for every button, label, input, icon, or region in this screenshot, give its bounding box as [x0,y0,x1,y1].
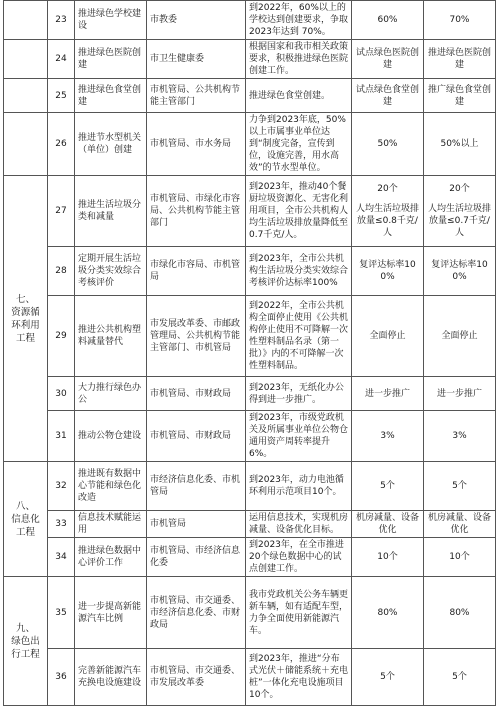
target-2022: 5个 [352,462,424,511]
table-row [4,462,496,511]
target-2023: 10个 [424,538,496,577]
target-2023 [424,176,496,247]
row-number: 28 [48,247,75,296]
target-2023: 机房减量、设备优化 [424,511,496,538]
category-cat7 [4,176,48,462]
goal-description: 推进绿色食堂创建。 [246,79,352,113]
responsible-departments: 市机管局、市交通委、市经济信息化委、市财政局 [147,577,246,649]
target-2023: 5个 [424,462,496,511]
table-row [4,247,496,296]
goal-description: 到2023年，在全市推进20个绿色数据中心的试点创建工作。 [246,538,352,577]
category-cat7-line1: 资源循 [11,306,40,318]
task-name: 推进公共机构塑料减量替代 [75,296,147,377]
project-table [3,0,496,706]
category-cat7-line2: 环利用 [11,319,40,331]
task-name: 推进节水型机关（单位）创建 [75,113,147,176]
target-2023: 全面停止 [424,296,496,377]
category-cat8-title: 八、 [15,500,35,512]
row-number: 25 [48,79,75,113]
category-cell [4,113,48,176]
category-cat9-line2: 行工程 [11,648,40,660]
target-2022: 复评达标率100% [352,247,424,296]
goal-description: 到2023年，动力电池循环利用示范项目10个。 [246,462,352,511]
row-number: 24 [48,40,75,79]
table-row [4,296,496,377]
target-2023: 50%以上 [424,113,496,176]
category-cat9-line1: 绿色出 [11,635,40,647]
category-cat8 [4,462,48,577]
task-name: 推动公物仓建设 [75,411,147,462]
table-row [4,577,496,649]
category-cat7-line3: 工程 [15,332,35,344]
goal-description: 到2023年，推动40个餐厨垃圾资源化、无害化利用项目，全市公共机构人均生活垃圾排放量降低至0.7千克/人。 [246,176,352,247]
category-cat8-line2: 工程 [15,526,35,538]
task-name: 推进绿色数据中心评价工作 [75,538,147,577]
responsible-departments: 市卫生健康委 [147,40,246,79]
task-name: 进一步提高新能源汽车比例 [75,577,147,649]
target-2022: 试点绿色医院创建 [352,40,424,79]
target-2022: 60% [352,1,424,40]
category-cat8-line1: 信息化 [11,513,40,525]
target-2022: 全面停止 [352,296,424,377]
category-cell [4,40,48,79]
row-number: 36 [48,649,75,706]
task-name: 推进生活垃圾分类和减量 [75,176,147,247]
target-2022-line: 人均生活垃圾排放量≤0.8千克/人 [355,204,419,238]
row-number: 29 [48,296,75,377]
table-row [4,649,496,706]
row-number: 34 [48,538,75,577]
responsible-departments: 市机管局、市财政局 [147,377,246,411]
target-2022: 机房减量、设备优化 [352,511,424,538]
task-name: 推进既有数据中心节能和绿色化改造 [75,462,147,511]
target-2022: 80% [352,577,424,649]
target-2023: 推广绿色食堂创建 [424,79,496,113]
table-row [4,40,496,79]
goal-description: 我市党政机关公务车辆更新车辆，如有适配车型，力争全面使用新能源汽车。 [246,577,352,649]
target-2022 [352,176,424,247]
table-row [4,79,496,113]
responsible-departments: 市机管局、市财政局 [147,411,246,462]
goal-description: 到2023年，全市公共机构生活垃圾分类实效综合考核评价达标率100% [246,247,352,296]
target-2023-line: 人均生活垃圾排放量≤0.7千克/人 [427,204,491,238]
goal-description: 根据国家和我市相关政策要求，积极推进绿色医院创建工作。 [246,40,352,79]
task-name: 推进绿色学校建设 [75,1,147,40]
responsible-departments: 市机管局、市水务局 [147,113,246,176]
row-number: 31 [48,411,75,462]
table-row [4,538,496,577]
task-name: 完善新能源汽车充换电设施建设 [75,649,147,706]
target-2022: 50% [352,113,424,176]
table-row [4,1,496,40]
task-name: 大力推行绿色办公 [75,377,147,411]
category-cell [4,1,48,40]
row-number: 35 [48,577,75,649]
goal-description: 到2022年，60%以上的学校达到创建要求，争取2023年达到 70%。 [246,1,352,40]
goal-description: 运用信息技术，实现机房减量、设备优化目标。 [246,511,352,538]
task-name: 信息技术赋能运用 [75,511,147,538]
category-cat7-title: 七、 [15,293,35,305]
category-cat9 [4,577,48,706]
target-2023: 复评达标率100% [424,247,496,296]
table-row [4,377,496,411]
table-row [4,176,496,247]
table-row [4,411,496,462]
target-2023: 80% [424,577,496,649]
target-2022: 10个 [352,538,424,577]
target-2022: 进一步推广 [352,377,424,411]
task-name: 推进绿色食堂创建 [75,79,147,113]
row-number: 33 [48,511,75,538]
goal-description: 力争到2023年底，50%以上市属事业单位达到“制度完备，宣传到位，设施完善，用水高效”的节水型单位。 [246,113,352,176]
responsible-departments: 市经济信息化委、市机管局 [147,462,246,511]
target-2022: 3% [352,411,424,462]
target-2023: 5个 [424,649,496,706]
table-row [4,113,496,176]
task-name: 定期开展生活垃圾分类实效综合考核评价 [75,247,147,296]
row-number: 23 [48,1,75,40]
responsible-departments: 市机管局、市经济信息化委 [147,538,246,577]
target-2023-line: 20个 [449,184,470,194]
goal-description: 到2022年，全市公共机构全面停止使用《公共机构停止使用不可降解一次性塑料制品名录（第一批）》内的不可降解一次性塑料制品。 [246,296,352,377]
responsible-departments: 市发展改革委、市邮政管理局、公共机构节能主管部门、市机管局 [147,296,246,377]
goal-description: 到2023年，市级党政机关及所属事业单位公物仓通用资产周转率提升6%。 [246,411,352,462]
target-2022: 5个 [352,649,424,706]
table-row [4,511,496,538]
goal-description: 到2023年，推进“分布式光伏＋储能系统＋充电桩”一体化充电设施项目10个。 [246,649,352,706]
row-number: 26 [48,113,75,176]
category-cat9-title: 九、 [15,622,35,634]
row-number: 30 [48,377,75,411]
target-2022: 试点绿色食堂创建 [352,79,424,113]
target-2023: 3% [424,411,496,462]
row-number: 32 [48,462,75,511]
responsible-departments: 市教委 [147,1,246,40]
category-cell [4,79,48,113]
responsible-departments: 市机管局、公共机构节能主管部门 [147,79,246,113]
row-number: 27 [48,176,75,247]
responsible-departments: 市机管局 [147,511,246,538]
responsible-departments: 市机管局、市绿化市容局、公共机构节能主管部门 [147,176,246,247]
goal-description: 到2023年，无纸化办公得到进一步推广。 [246,377,352,411]
target-2023: 推进绿色医院创建 [424,40,496,79]
target-2023: 70% [424,1,496,40]
responsible-departments: 市绿化市容局、市机管局 [147,247,246,296]
task-name: 推进绿色医院创建 [75,40,147,79]
responsible-departments: 市机管局、市交通委、市发展改革委 [147,649,246,706]
target-2023: 进一步推广 [424,377,496,411]
target-2022-line: 20个 [377,184,398,194]
table-body [4,1,496,706]
document-page [3,0,496,706]
